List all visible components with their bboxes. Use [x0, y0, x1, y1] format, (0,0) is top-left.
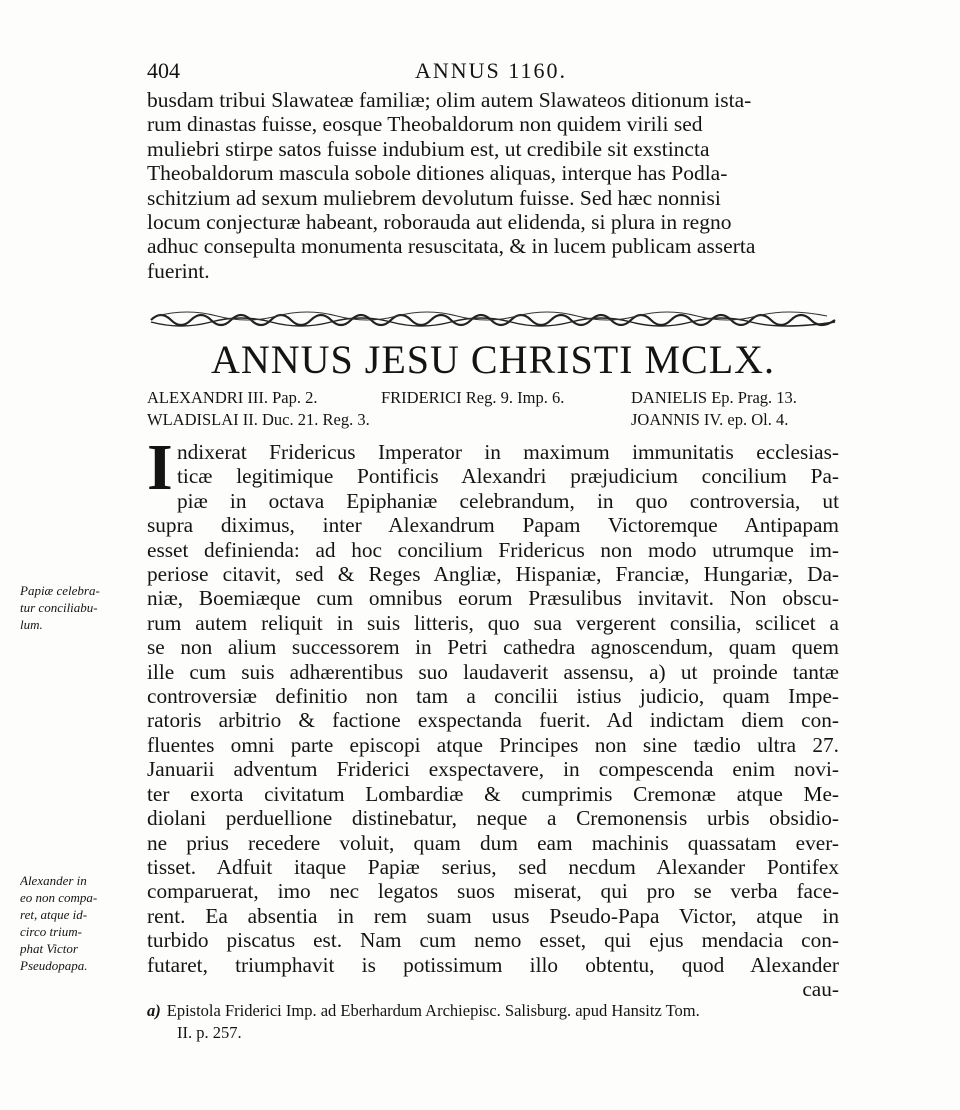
margin-note-line: Alexander in — [20, 873, 87, 888]
text-line: fluentes omni parte episcopi atque Principes non sine tædio ultra 27. — [147, 732, 839, 757]
margin-note-papia — [20, 582, 126, 633]
text-line: Theobaldorum mascula sobole ditiones aliquas, interque has Podla- — [147, 161, 728, 186]
drop-cap: I — [147, 431, 173, 504]
reign-bishop-olomouc: JOANNIS IV. ep. Ol. 4. — [631, 410, 789, 429]
text-line: niæ, Boemiæque cum omnibus eorum Præsulibus invitavit. Non obscu- — [147, 586, 839, 611]
text-line: fuerint. — [147, 258, 210, 283]
margin-note-alexander — [20, 872, 126, 974]
text-line: se non alium successorem in Petri cathedra agnoscendum, quam quem — [147, 635, 839, 660]
running-head — [147, 58, 837, 84]
reign-duke: WLADISLAI II. Duc. 21. Reg. 3. — [147, 410, 370, 429]
text-line: busdam tribui Slawateæ familiæ; olim autem Slawateos ditionum ista- — [147, 88, 752, 112]
text-line: Januarii adventum Friderici exspectavere, in compescenda enim novi- — [147, 757, 839, 782]
reign-bishop-prague: DANIELIS Ep. Prag. 13. — [631, 388, 797, 407]
text-line: tisset. Adfuit itaque Papiæ serius, sed necdum Alexander Pontifex — [147, 854, 839, 879]
footnote — [147, 1000, 839, 1044]
text-line: ticæ legitimique Pontificis Alexandri præjudicium concilium Pa- — [177, 464, 839, 489]
catchword: cau- — [802, 976, 839, 1001]
reign-pope: ALEXANDRI III. Pap. 2. — [147, 388, 318, 407]
margin-note-line: tur conciliabu- — [20, 600, 98, 615]
continued-paragraph — [147, 88, 839, 283]
text-line: esset definienda: ad hoc concilium Fridericus non modo utrumque im- — [147, 537, 839, 562]
text-line: ne prius recedere voluit, quam dum eam machinis quassatam ever- — [147, 830, 839, 855]
margin-note-line: Pseudopapa. — [20, 958, 88, 973]
footnote-mark: a) — [147, 1001, 161, 1020]
text-line: ille cum suis adhærentibus suo laudaverit assensu, a) ut proinde tantæ — [147, 659, 839, 684]
text-line: futaret, triumphavit is potissimum illo obtentu, quod Alexander — [147, 952, 839, 977]
text-line: periose citavit, sed & Reges Angliæ, Hispaniæ, Franciæ, Hungariæ, Da- — [147, 562, 839, 587]
margin-note-line: ret, atque id- — [20, 907, 88, 922]
text-line: diolani perduellione distinebatur, neque a Cremonensis urbis obsidio- — [147, 806, 839, 831]
text-line: ter exorta civitatum Lombardiæ & cumprimis Cremonæ atque Me- — [147, 781, 839, 806]
text-line: rum dinastas fuisse, eosque Theobaldorum non quidem virili sed — [147, 112, 703, 137]
year-heading: ANNUS JESU CHRISTI MCLX. — [210, 337, 776, 382]
text-line: ndixerat Fridericus Imperator in maximum immunitatis ecclesias- — [177, 440, 839, 464]
text-line: adhuc consepulta monumenta resuscitata, & in lucem publicam asserta — [147, 234, 756, 259]
main-paragraph — [147, 431, 839, 1001]
text-line: turbido piscatus est. Nam cum nemo esset, qui ejus mendacia con- — [147, 928, 839, 953]
margin-note-line: lum. — [20, 617, 43, 632]
text-line: comparuerat, imo nec legatos suos miserat, qui pro se verba face- — [147, 879, 839, 904]
margin-note-line: circo trium- — [20, 924, 82, 939]
text-line: muliebri stirpe satos fuisse indubium est, ut credibile sit exstincta — [147, 136, 710, 161]
reign-line-1 — [147, 388, 839, 410]
text-line: piæ in octava Epiphaniæ celebrandum, in quo controversia, ut — [177, 488, 839, 513]
text-line: supra diximus, inter Alexandrum Papam Victoremque Antipapam — [147, 513, 839, 538]
footnote-text: Epistola Friderici Imp. ad Eberhardum Archiepisc. Salisburg. apud Hansitz Tom. — [166, 1001, 700, 1020]
text-line: rent. Ea absentia in rem suam usus Pseudo-Papa Victor, atque in — [147, 903, 839, 928]
running-title: ANNUS 1160. — [415, 58, 567, 83]
margin-note-line: eo non compa- — [20, 890, 98, 905]
margin-note-line: Papiæ celebra- — [20, 583, 100, 598]
page-number: 404 — [147, 58, 180, 83]
text-line: locum conjecturæ habeant, roborauda aut elidenda, si plura in regno — [147, 210, 732, 235]
ornament-divider — [147, 308, 839, 330]
margin-note-line: phat Victor — [20, 941, 78, 956]
text-line: ratoris arbitrio & factione exspectanda fuerit. Ad indictam diem con- — [147, 708, 839, 733]
text-line: controversiæ definitio non tam a concilii istius judicio, quam Impe- — [147, 684, 839, 709]
footnote-text-continued: II. p. 257. — [177, 1023, 242, 1042]
text-line: rum autem reliquit in suis litteris, quo sua vergerent consilia, scilicet a — [147, 610, 839, 635]
reign-emperor: FRIDERICI Reg. 9. Imp. 6. — [381, 388, 565, 407]
reign-line-2 — [147, 410, 839, 432]
text-line: schitzium ad sexum muliebrem devolutum fuisse. Sed hæc nonnisi — [147, 185, 721, 210]
